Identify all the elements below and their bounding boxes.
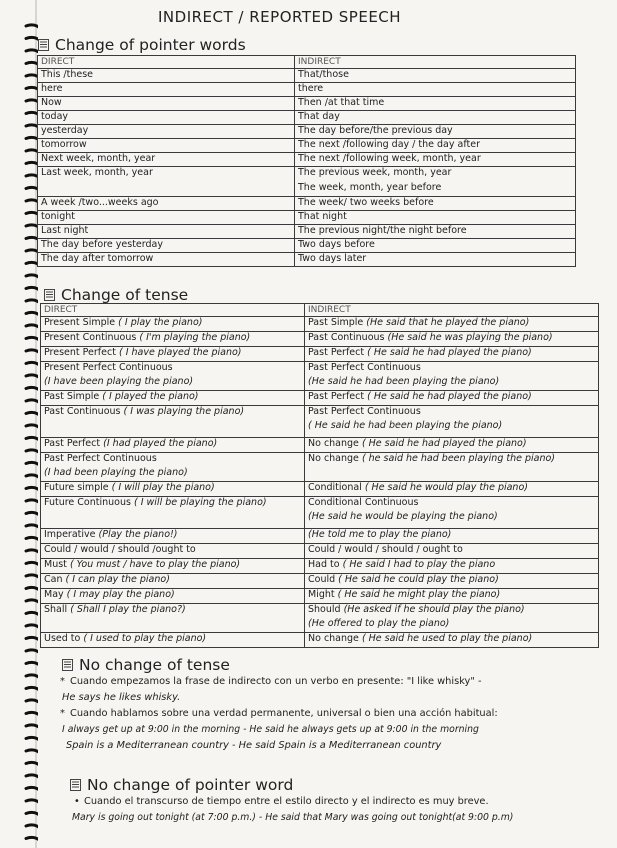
direct-cell	[41, 453, 305, 482]
example-text: (He offered to play the piano)	[308, 618, 450, 629]
indirect-cell	[295, 139, 576, 153]
bullet-text: Cuando empezamos la frase de indirecto con un verbo en presente: "I like whisky" -	[70, 676, 482, 687]
example-text: He says he likes whisky.	[62, 692, 181, 703]
tense-name: Had to	[308, 559, 340, 570]
tense-name: Present Perfect Continuous	[44, 362, 173, 373]
direct-cell	[41, 633, 305, 648]
tense-name: Shall	[44, 604, 68, 615]
page-title: INDIRECT / REPORTED SPEECH	[158, 8, 402, 26]
spiral-binding	[0, 0, 38, 848]
table-row	[38, 139, 576, 153]
no-change-tense-example-2b	[66, 740, 441, 751]
direct-cell: Next week, month, year	[38, 153, 295, 167]
indirect-cell	[305, 347, 599, 362]
no-change-pointer-heading-text: No change of pointer word	[87, 776, 294, 794]
tense-name: May	[44, 589, 64, 600]
indirect-text: The next /following week, month, year	[298, 153, 481, 164]
example-text: (He told me to play the piano)	[308, 529, 452, 540]
indirect-text: The previous night/the night before	[298, 225, 467, 236]
example-text: (He said he had been playing the piano)	[308, 376, 500, 387]
no-change-pointer-example-1	[72, 812, 513, 823]
tense-name: No change	[308, 633, 359, 644]
tense-name: Present Simple	[44, 317, 116, 328]
example-text: ( I will play the piano)	[111, 482, 215, 493]
col-header-indirect: INDIRECT	[305, 304, 599, 317]
indirect-text: That/those	[298, 69, 349, 80]
table-row	[38, 253, 576, 267]
indirect-cell	[305, 633, 599, 648]
tense-name: Past Perfect	[308, 391, 365, 402]
indirect-cell	[305, 438, 599, 453]
tense-name: Could / would / should / ought to	[308, 544, 463, 555]
table-header-row	[38, 56, 576, 69]
indirect-cell	[305, 559, 599, 574]
tense-name: Future Continuous	[44, 497, 131, 508]
table-row	[41, 362, 599, 391]
indirect-text: Two days before	[298, 239, 375, 250]
tense-name: Future simple	[44, 482, 109, 493]
tense-table	[40, 303, 599, 648]
table-row	[38, 111, 576, 125]
indirect-text: That night	[298, 211, 347, 222]
table-row	[41, 453, 599, 482]
example-text: (He said he was playing the piano)	[387, 332, 553, 343]
direct-cell	[41, 559, 305, 574]
no-change-tense-bullet-1: * Cuando empezamos la frase de indirecto con un verbo en presente: "I like whisky" -	[60, 676, 482, 687]
example-text: (I had played the piano)	[103, 438, 218, 449]
example-text: ( I have played the piano)	[118, 347, 242, 358]
direct-cell: This /these	[38, 69, 295, 83]
direct-cell: today	[38, 111, 295, 125]
bullet-text: Cuando hablamos sobre una verdad permanente, universal o bien una acción habitual:	[70, 708, 498, 719]
table-row	[41, 633, 599, 648]
indirect-cell	[295, 111, 576, 125]
example-text: ( I'm playing the piano)	[139, 332, 251, 343]
pointer-words-table	[37, 55, 576, 267]
indirect-cell	[305, 482, 599, 497]
direct-cell: Now	[38, 97, 295, 111]
direct-cell: here	[38, 83, 295, 97]
no-change-tense-example-2a	[62, 724, 479, 735]
note-icon	[44, 289, 55, 301]
indirect-cell	[305, 391, 599, 406]
example-text: (I had been playing the piano)	[44, 467, 188, 478]
note-icon	[38, 39, 49, 51]
indirect-text: there	[298, 83, 324, 94]
tense-name: Past Perfect Continuous	[308, 362, 421, 373]
example-text: ( He said he had played the piano)	[367, 391, 532, 402]
example-text: ( He said he had been playing the piano)	[308, 420, 503, 431]
tense-name: Should	[308, 604, 341, 615]
example-text: Spain is a Mediterranean country - He said Spain is a Mediterranean country	[66, 740, 442, 751]
no-change-tense-example-1	[62, 692, 180, 703]
example-text: ( He said I had to play the piano	[342, 559, 496, 570]
example-text: I always get up at 9:00 in the morning - He said he always gets up at 9:00 in the morning	[62, 724, 479, 735]
indirect-cell	[305, 529, 599, 544]
tense-name: Could / would / should /ought to	[44, 544, 196, 555]
indirect-cell	[295, 239, 576, 253]
no-change-pointer-bullet-1: • Cuando el transcurso de tiempo entre el estilo directo y el indirecto es muy breve.	[74, 796, 489, 807]
indirect-cell	[295, 253, 576, 267]
direct-cell	[41, 362, 305, 391]
table-row	[41, 559, 599, 574]
example-text: (Play the piano!)	[98, 529, 178, 540]
tense-name: Conditional Continuous	[308, 497, 419, 508]
tense-name: Present Perfect	[44, 347, 116, 358]
table-row	[41, 589, 599, 604]
indirect-cell	[295, 225, 576, 239]
no-change-tense-heading	[62, 656, 230, 674]
table-row	[38, 211, 576, 225]
table-row	[41, 497, 599, 529]
table-row	[41, 574, 599, 589]
tense-heading	[44, 286, 188, 304]
indirect-cell	[305, 317, 599, 332]
direct-cell	[41, 574, 305, 589]
indirect-cell	[305, 604, 599, 633]
table-row	[41, 482, 599, 497]
tense-name: Past Perfect	[44, 438, 101, 449]
direct-cell	[41, 317, 305, 332]
tense-name: Past Perfect Continuous	[308, 406, 421, 417]
example-text: ( He said he had played the piano)	[361, 438, 527, 449]
pointer-words-heading-text: Change of pointer words	[55, 36, 246, 54]
indirect-cell	[295, 125, 576, 139]
indirect-cell	[295, 197, 576, 211]
example-text: ( He said he could play the piano)	[338, 574, 499, 585]
table-row	[38, 225, 576, 239]
tense-name: Past Simple	[44, 391, 100, 402]
col-header-direct: DIRECT	[41, 304, 305, 317]
example-text: ( he said he had been playing the piano)	[361, 453, 556, 464]
direct-cell: A week /two...weeks ago	[38, 197, 295, 211]
example-text: (I have been playing the piano)	[44, 376, 194, 387]
indirect-cell	[305, 362, 599, 391]
indirect-cell	[305, 544, 599, 559]
example-text: ( He said he had played the piano)	[367, 347, 532, 358]
example-text: ( I used to play the piano)	[83, 633, 207, 644]
tense-name: Past Continuous	[308, 332, 385, 343]
indirect-text: The week, month, year before	[298, 182, 442, 193]
tense-name: Can	[44, 574, 63, 585]
note-icon	[70, 779, 81, 791]
direct-cell	[41, 347, 305, 362]
table-row	[41, 529, 599, 544]
direct-cell	[41, 589, 305, 604]
indirect-cell	[295, 167, 576, 197]
example-text: ( I may play the piano)	[66, 589, 175, 600]
example-text: ( He said he might play the piano)	[337, 589, 501, 600]
direct-cell	[41, 604, 305, 633]
indirect-cell	[295, 83, 576, 97]
example-text: ( I played the piano)	[102, 391, 199, 402]
indirect-cell	[295, 153, 576, 167]
tense-name: Past Perfect Continuous	[44, 453, 157, 464]
col-header-direct: DIRECT	[38, 56, 295, 69]
indirect-text: The previous week, month, year	[298, 167, 452, 178]
indirect-text: Then /at that time	[298, 97, 385, 108]
table-header-row	[41, 304, 599, 317]
tense-name: Conditional	[308, 482, 362, 493]
no-change-tense-heading-text: No change of tense	[79, 656, 230, 674]
indirect-text: The next /following day / the day after	[298, 139, 480, 150]
table-row	[41, 544, 599, 559]
bullet-text: Cuando el transcurso de tiempo entre el estilo directo y el indirecto es muy breve.	[84, 796, 489, 807]
table-row	[38, 83, 576, 97]
tense-name: Must	[44, 559, 67, 570]
example-text: (He asked if he should play the piano)	[343, 604, 525, 615]
example-text: ( I will be playing the piano)	[133, 497, 267, 508]
direct-cell	[41, 544, 305, 559]
indirect-cell	[305, 589, 599, 604]
example-text: ( I was playing the piano)	[123, 406, 245, 417]
direct-cell: tomorrow	[38, 139, 295, 153]
example-text: (He said he would be playing the piano)	[308, 511, 498, 522]
direct-cell	[41, 497, 305, 529]
example-text: (He said that he played the piano)	[366, 317, 530, 328]
direct-cell	[41, 391, 305, 406]
tense-name: Used to	[44, 633, 81, 644]
example-text: ( You must / have to play the piano)	[69, 559, 241, 570]
example-text: ( Shall I play the piano?)	[70, 604, 186, 615]
table-row	[41, 391, 599, 406]
indirect-cell	[305, 406, 599, 438]
indirect-cell	[305, 574, 599, 589]
table-row	[38, 239, 576, 253]
table-row	[41, 604, 599, 633]
indirect-text: That day	[298, 111, 340, 122]
tense-name: No change	[308, 438, 359, 449]
table-row	[38, 197, 576, 211]
tense-name: Past Perfect	[308, 347, 365, 358]
indirect-cell	[295, 211, 576, 225]
indirect-text: The day before/the previous day	[298, 125, 453, 136]
direct-cell	[41, 529, 305, 544]
direct-cell: The day after tomorrow	[38, 253, 295, 267]
indirect-text: The week/ two weeks before	[298, 197, 434, 208]
example-text: ( He said he used to play the piano)	[361, 633, 533, 644]
table-row	[38, 97, 576, 111]
direct-cell: tonight	[38, 211, 295, 225]
tense-name: Could	[308, 574, 336, 585]
table-row	[41, 332, 599, 347]
no-change-tense-bullet-2: * Cuando hablamos sobre una verdad permanente, universal o bien una acción habitual:	[60, 708, 498, 719]
tense-name: No change	[308, 453, 359, 464]
tense-heading-text: Change of tense	[61, 286, 189, 304]
no-change-pointer-heading	[70, 776, 293, 794]
table-row	[38, 69, 576, 83]
direct-cell: Last week, month, year	[38, 167, 295, 197]
table-row	[41, 317, 599, 332]
table-row	[41, 406, 599, 438]
direct-cell: The day before yesterday	[38, 239, 295, 253]
tense-name: Present Continuous	[44, 332, 137, 343]
table-row	[41, 347, 599, 362]
indirect-cell	[305, 453, 599, 482]
tense-name: Past Simple	[308, 317, 364, 328]
example-text: Mary is going out tonight (at 7:00 p.m.) - He said that Mary was going out tonight(at 9:00 p.m)	[72, 812, 514, 823]
example-text: ( I play the piano)	[118, 317, 203, 328]
table-row	[41, 438, 599, 453]
direct-cell	[41, 438, 305, 453]
table-row	[38, 167, 576, 197]
pointer-words-heading	[38, 36, 246, 54]
direct-cell	[41, 406, 305, 438]
indirect-cell	[295, 97, 576, 111]
table-row	[38, 125, 576, 139]
example-text: ( He said he would play the piano)	[364, 482, 528, 493]
indirect-text: Two days later	[298, 253, 367, 264]
indirect-cell	[305, 332, 599, 347]
col-header-indirect: INDIRECT	[295, 56, 576, 69]
tense-name: Might	[308, 589, 335, 600]
direct-cell	[41, 482, 305, 497]
direct-cell: Last night	[38, 225, 295, 239]
indirect-cell	[305, 497, 599, 529]
note-icon	[62, 659, 73, 671]
direct-cell: yesterday	[38, 125, 295, 139]
example-text: ( I can play the piano)	[65, 574, 170, 585]
table-row	[38, 153, 576, 167]
tense-name: Past Continuous	[44, 406, 121, 417]
indirect-cell	[295, 69, 576, 83]
direct-cell	[41, 332, 305, 347]
tense-name: Imperative	[44, 529, 96, 540]
